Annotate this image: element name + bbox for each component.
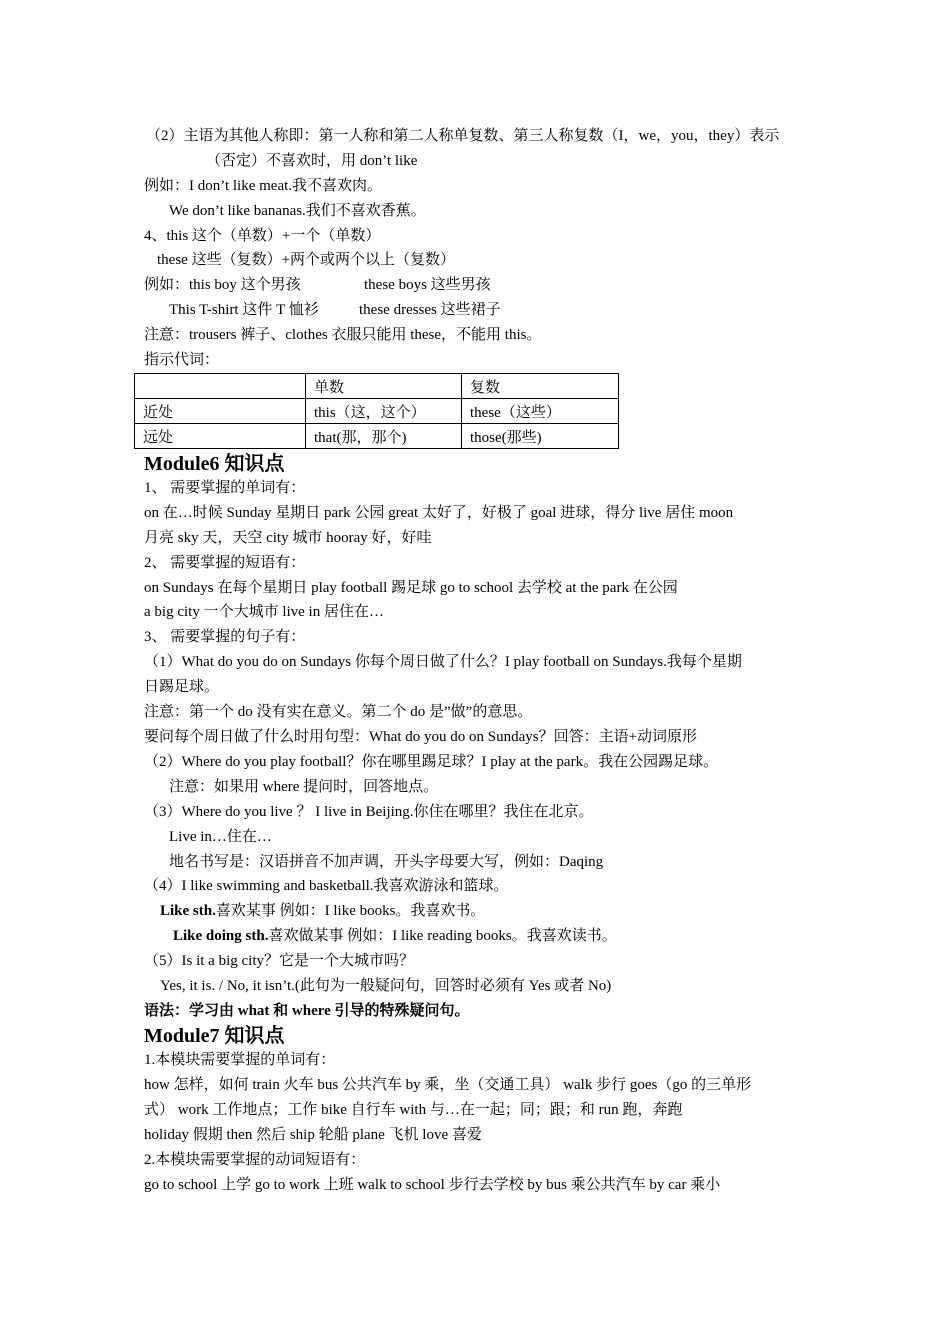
table-row [135, 399, 619, 424]
table-cell: that(那，那个) [306, 424, 462, 449]
text-line: on Sundays 在每个星期日 play football 踢足球 go to school 去学校 at the park 在公园 [144, 580, 678, 596]
table-cell: these（这些） [462, 399, 619, 424]
bold-term: Like sth. [160, 903, 216, 919]
text-line: 4、this 这个（单数）+一个（单数） [144, 228, 381, 244]
text-line: 注意：trousers 裤子、clothes 衣服只能用 these，不能用 this。 [144, 327, 542, 343]
demonstrative-pronoun-table [134, 373, 619, 449]
text-line: 式） work 工作地点；工作 bike 自行车 with 与…在一起；同；跟；和 run 跑，奔跑 [144, 1102, 683, 1118]
module7-heading: Module7 知识点 [144, 1025, 285, 1047]
text-line: 例如：this boy 这个男孩 [144, 277, 301, 293]
text-line: a big city 一个大城市 live in 居住在… [144, 604, 384, 620]
text-line: these dresses 这些裙子 [359, 302, 501, 318]
text-line: 注意：如果用 where 提问时，回答地点。 [169, 779, 439, 795]
text-line: （2）主语为其他人称即：第一人称和第二人称单复数、第三人称复数（I，we，you，they）表示 [146, 128, 780, 144]
text-line: 地名书写是：汉语拼音不加声调，开头字母要大写，例如：Daqing [169, 854, 604, 870]
text-line [160, 900, 485, 922]
grammar-note: 语法：学习由 what 和 where 引导的特殊疑问句。 [144, 1003, 470, 1019]
table-cell: this（这，这个） [306, 399, 462, 424]
text-line: （3）Where do you live ？ I live in Beijing.你住在哪里？我住在北京。 [144, 804, 594, 820]
text-line [173, 925, 617, 947]
module6-heading: Module6 知识点 [144, 453, 285, 475]
text-line: 月亮 sky 天，天空 city 城市 hooray 好，好哇 [144, 530, 432, 546]
text-line: We don’t like bananas.我们不喜欢香蕉。 [169, 203, 426, 219]
table-cell: 远处 [135, 424, 306, 449]
text-span: 喜欢做某事 例如：I like reading books。我喜欢读书。 [268, 928, 617, 944]
text-line: （4）I like swimming and basketball.我喜欢游泳和篮球。 [144, 878, 509, 894]
table-cell [135, 374, 306, 399]
text-line: 日踢足球。 [144, 679, 220, 695]
table-cell: 复数 [462, 374, 619, 399]
text-line: 2、 需要掌握的短语有： [144, 555, 306, 571]
text-line: on 在…时候 Sunday 星期日 park 公园 great 太好了，好极了 goal 进球，得分 live 居住 moon [144, 505, 734, 521]
table-cell: 近处 [135, 399, 306, 424]
text-line: 注意：第一个 do 没有实在意义。第二个 do 是”做”的意思。 [144, 704, 533, 720]
text-line: （2）Where do you play football？你在哪里踢足球？I play at the park。我在公园踢足球。 [144, 754, 719, 770]
text-line: 1.本模块需要掌握的单词有： [144, 1052, 336, 1068]
table-cell: those(那些) [462, 424, 619, 449]
text-line: how 怎样，如何 train 火车 bus 公共汽车 by 乘，坐（交通工具） walk 步行 goes（go 的三单形 [144, 1077, 752, 1093]
text-line: these 这些（复数）+两个或两个以上（复数） [157, 252, 456, 268]
text-line: 2.本模块需要掌握的动词短语有： [144, 1152, 366, 1168]
text-line: Yes, it is. / No, it isn’t.(此句为一般疑问句，回答时必须有 Yes 或者 No) [160, 978, 612, 994]
text-line: （5）Is it a big city？它是一个大城市吗？ [144, 953, 414, 969]
bold-term: Like doing sth. [173, 928, 269, 944]
table-cell: 单数 [306, 374, 462, 399]
text-line: （1）What do you do on Sundays 你每个周日做了什么？I play football on Sundays.我每个星期 [144, 654, 742, 670]
text-line: these boys 这些男孩 [364, 277, 491, 293]
text-line: This T-shirt 这件 T 恤衫 [169, 302, 319, 318]
text-span: 喜欢某事 例如：I like books。我喜欢书。 [215, 903, 486, 919]
text-line: 要问每个周日做了什么时用句型：What do you do on Sundays？回答：主语+动词原形 [144, 729, 698, 745]
text-line: （否定）不喜欢时，用 don’t like [206, 153, 418, 169]
text-line: 指示代词： [144, 352, 220, 368]
text-line: 1、 需要掌握的单词有： [144, 480, 306, 496]
text-line: Live in…住在… [169, 829, 272, 845]
table-row [135, 424, 619, 449]
text-line: 3、 需要掌握的句子有： [144, 629, 306, 645]
text-line: go to school 上学 go to work 上班 walk to school 步行去学校 by bus 乘公共汽车 by car 乘小 [144, 1177, 721, 1193]
text-line: 例如：I don’t like meat.我不喜欢肉。 [144, 178, 383, 194]
text-line: holiday 假期 then 然后 ship 轮船 plane 飞机 love 喜爱 [144, 1127, 482, 1143]
table-header-row [135, 374, 619, 399]
